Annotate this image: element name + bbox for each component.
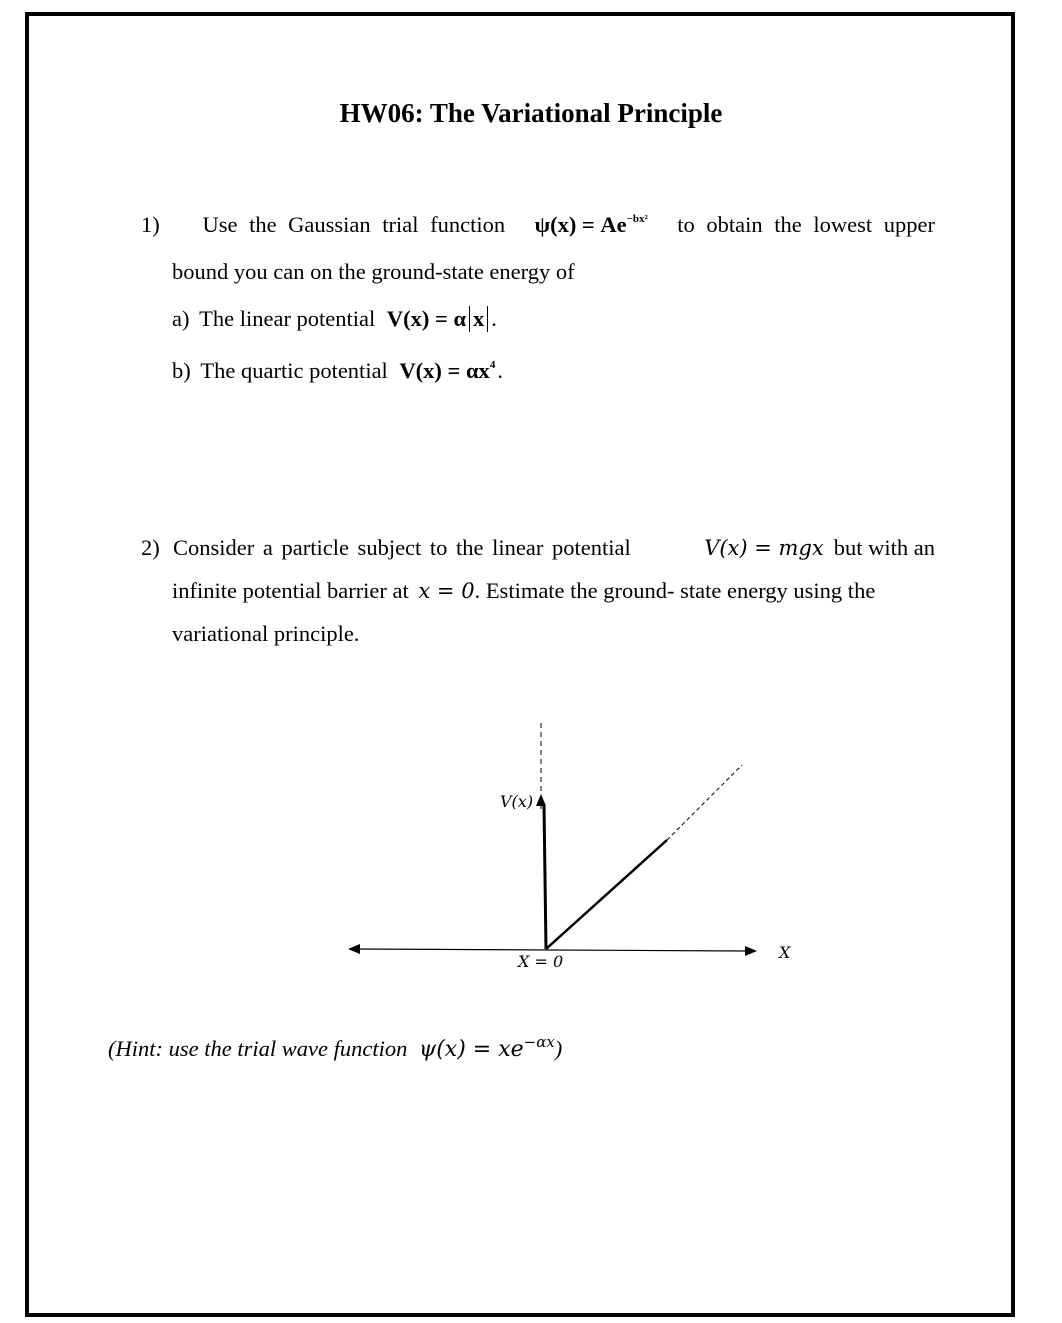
barrier-position: x = 0 [418, 579, 475, 603]
problem-2-line-3: variational principle. [172, 621, 360, 646]
problem-1-part-b [172, 358, 503, 384]
psi-trial-lhs: ψ(x) = A [534, 212, 617, 237]
linear-potential-x: x [473, 306, 485, 331]
part-a-label: a) [172, 306, 190, 331]
potential-diagram [330, 715, 810, 975]
hint-formula [418, 1033, 555, 1062]
x-axis-right-arrowhead [745, 946, 757, 956]
hint-formula-main: ψ(x) = xe [418, 1037, 524, 1062]
part-b-label: b) [172, 358, 191, 383]
x-axis-line [358, 949, 745, 951]
potential-diagram-svg [330, 715, 810, 975]
linear-potential-lhs: V(x) = α [386, 306, 467, 331]
problem-2-number: 2) [141, 535, 160, 560]
y-axis-arrowhead [536, 794, 546, 806]
problem-2-line-2-start: infinite potential barrier at [172, 578, 409, 603]
problem-1-number: 1) [141, 212, 160, 237]
part-b-text: The quartic potential [200, 358, 388, 383]
problem-2-line-1-end: but with an [833, 535, 935, 560]
linear-potential-extension [667, 765, 742, 840]
x-axis-label: X [779, 943, 791, 962]
problem-2-line-2-end: . Estimate the ground- state energy using the [474, 578, 876, 603]
quartic-potential-formula [399, 358, 495, 383]
linear-potential-line [546, 840, 667, 949]
part-a-end: . [491, 306, 497, 331]
infinite-wall-line [544, 806, 546, 949]
psi-trial-function [535, 212, 648, 238]
abs-bar-right [487, 306, 488, 332]
hint-formula-exponent: −αx [523, 1033, 555, 1051]
problem-1-text-end: to obtain the lowest upper [677, 212, 935, 237]
origin-label: X = 0 [518, 952, 564, 971]
psi-trial-exponent: −bx² [626, 213, 648, 225]
hint-suffix: ) [554, 1036, 563, 1061]
problem-1-line-1 [141, 212, 935, 238]
hint-prefix: (Hint: use the trial wave function [108, 1036, 408, 1061]
psi-trial-e: e [616, 212, 627, 237]
problem-1-text-start: Use the Gaussian trial function [202, 212, 506, 237]
linear-potential-formula [387, 306, 491, 331]
quartic-potential-main: V(x) = αx [399, 358, 490, 383]
part-a-text: The linear potential [199, 306, 376, 331]
problem-1-part-a [172, 306, 497, 332]
part-b-end: . [497, 358, 503, 383]
problem-2-line-2 [172, 578, 875, 604]
x-axis-left-arrowhead [348, 944, 360, 954]
problem-2-potential: V(x) = mgx [704, 536, 824, 560]
quartic-potential-exponent: 4 [489, 359, 496, 371]
y-axis-label: V(x) [500, 792, 534, 811]
abs-bar-left [469, 306, 470, 332]
hint-text [108, 1033, 562, 1062]
page-title: HW06: The Variational Principle [339, 98, 723, 128]
page-border [25, 12, 1015, 1317]
problem-2-line-1 [141, 535, 935, 561]
problem-2-line-1-start: Consider a particle subject to the linear potential [173, 535, 631, 560]
problem-1-line-2: bound you can on the ground-state energy of [172, 259, 575, 284]
